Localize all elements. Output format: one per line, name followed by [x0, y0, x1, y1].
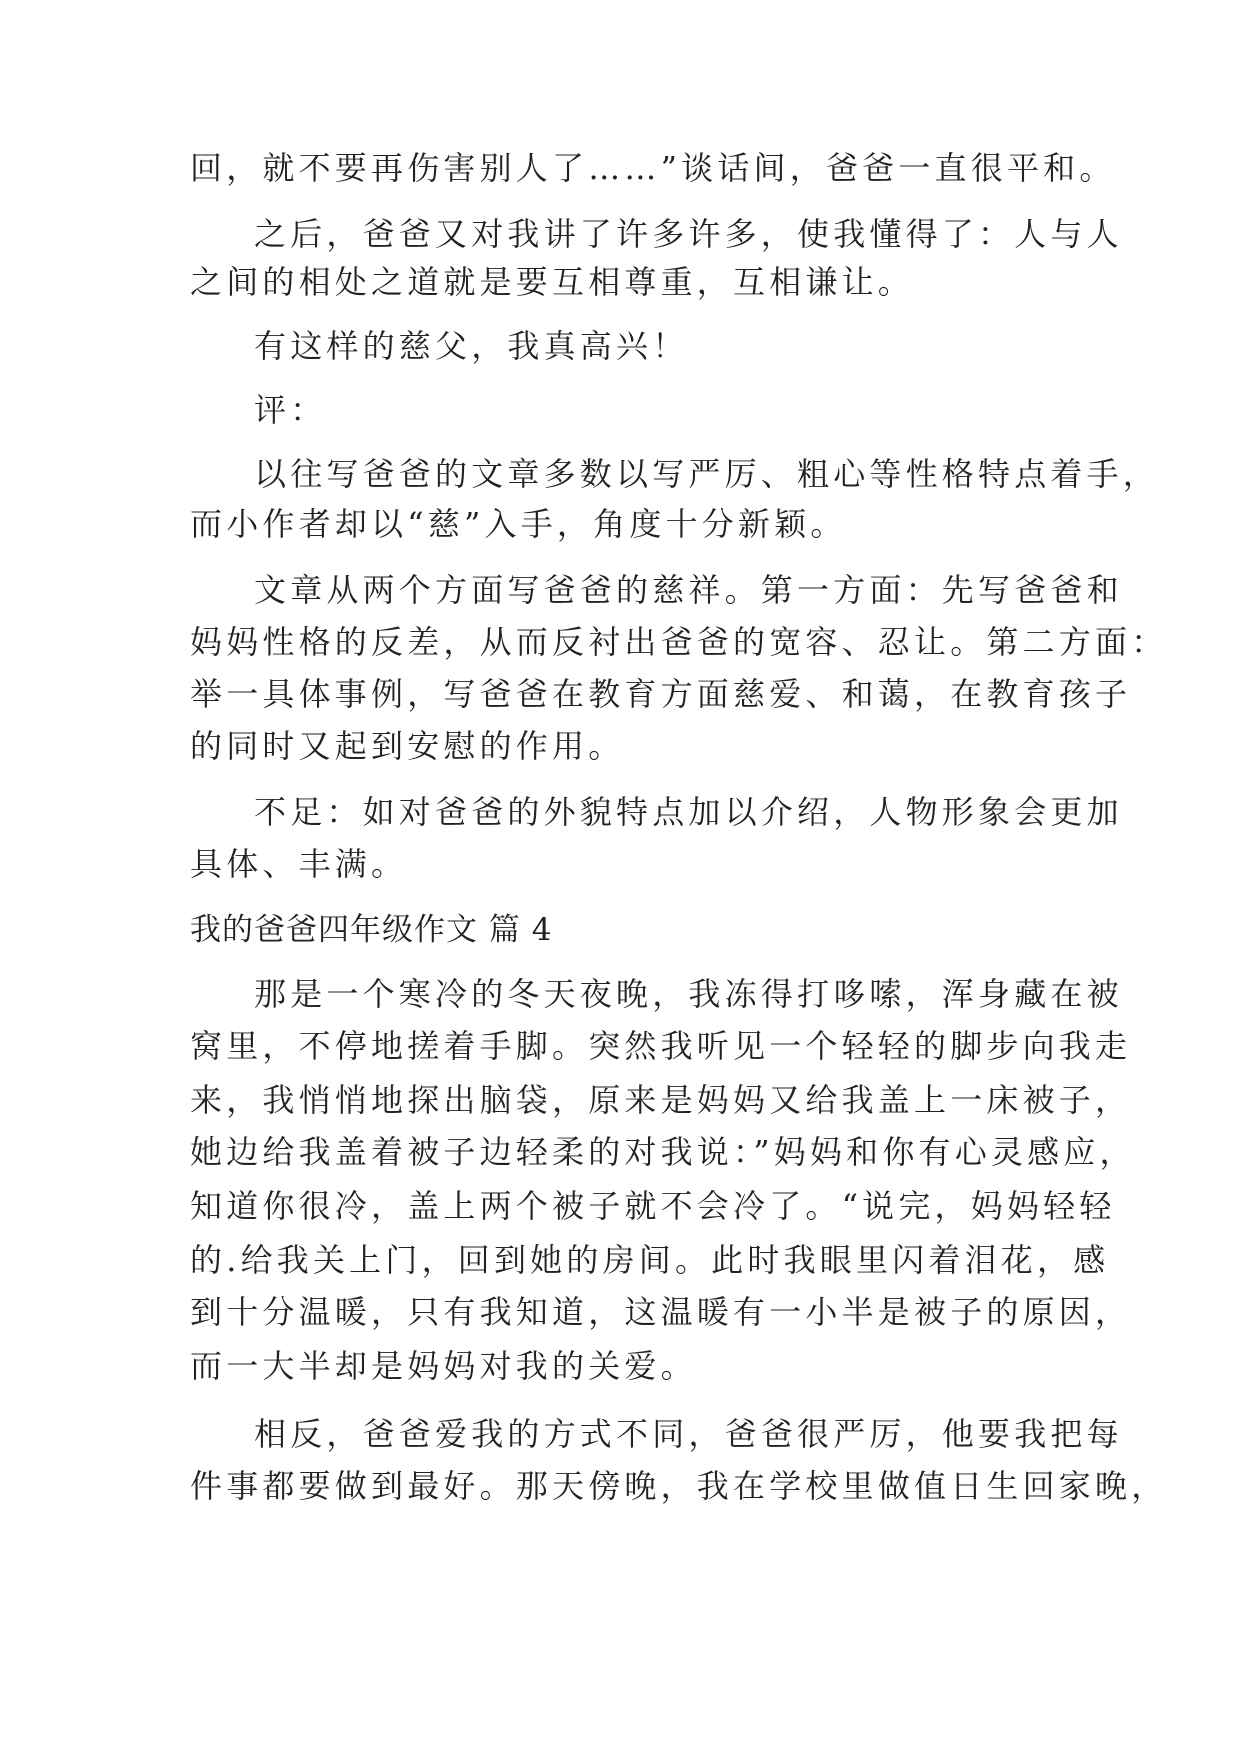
text-line: 件事都要做到最好。那天傍晚，我在学校里做值日生回家晚，: [190, 1467, 1168, 1505]
paragraph-start-line: 相反，爸爸爱我的方式不同，爸爸很严厉，他要我把每: [254, 1415, 1123, 1453]
text-line: 妈妈性格的反差，从而反衬出爸爸的宽容、忍让。第二方面：: [190, 623, 1168, 661]
text-line: 的同时又起到安慰的作用。: [190, 727, 625, 765]
text-line: 回，就不要再伤害别人了……”谈话间，爸爸一直很平和。: [190, 149, 1116, 187]
text-line: 的.给我关上门，回到她的房间。此时我眼里闪着泪花，感: [190, 1241, 1110, 1279]
text-line: 具体、丰满。: [190, 845, 408, 883]
paragraph-start-line: 以往写爸爸的文章多数以写严厉、粗心等性格特点着手，: [254, 455, 1160, 493]
text-line: 她边给我盖着被子边轻柔的对我说：”妈妈和你有心灵感应，: [190, 1133, 1136, 1171]
text-line: 窝里，不停地搓着手脚。突然我听见一个轻轻的脚步向我走: [190, 1027, 1132, 1065]
text-line: 而一大半却是妈妈对我的关爱。: [190, 1347, 697, 1385]
text-line: 举一具体事例，写爸爸在教育方面慈爱、和蔼，在教育孩子: [190, 675, 1132, 713]
text-line: 而小作者却以“慈”入手，角度十分新颖。: [190, 505, 847, 543]
text-line: 知道你很冷，盖上两个被子就不会冷了。“说完，妈妈轻轻: [190, 1187, 1116, 1225]
paragraph-start-line: 有这样的慈父，我真高兴！: [254, 327, 689, 365]
paragraph-start-line: 之后，爸爸又对我讲了许多许多，使我懂得了：人与人: [254, 215, 1123, 253]
comment-label: 评：: [254, 391, 327, 429]
text-line: 之间的相处之道就是要互相尊重，互相谦让。: [190, 263, 915, 301]
section-heading: 我的爸爸四年级作文 篇 4: [190, 912, 553, 948]
paragraph-start-line: 那是一个寒冷的冬天夜晚，我冻得打哆嗦，浑身藏在被: [254, 975, 1123, 1013]
paragraph-start-line: 文章从两个方面写爸爸的慈祥。第一方面：先写爸爸和: [254, 571, 1123, 609]
text-line: 到十分温暖，只有我知道，这温暖有一小半是被子的原因，: [190, 1293, 1132, 1331]
paragraph-start-line: 不足：如对爸爸的外貌特点加以介绍，人物形象会更加: [254, 793, 1123, 831]
text-line: 来，我悄悄地探出脑袋，原来是妈妈又给我盖上一床被子，: [190, 1081, 1132, 1119]
